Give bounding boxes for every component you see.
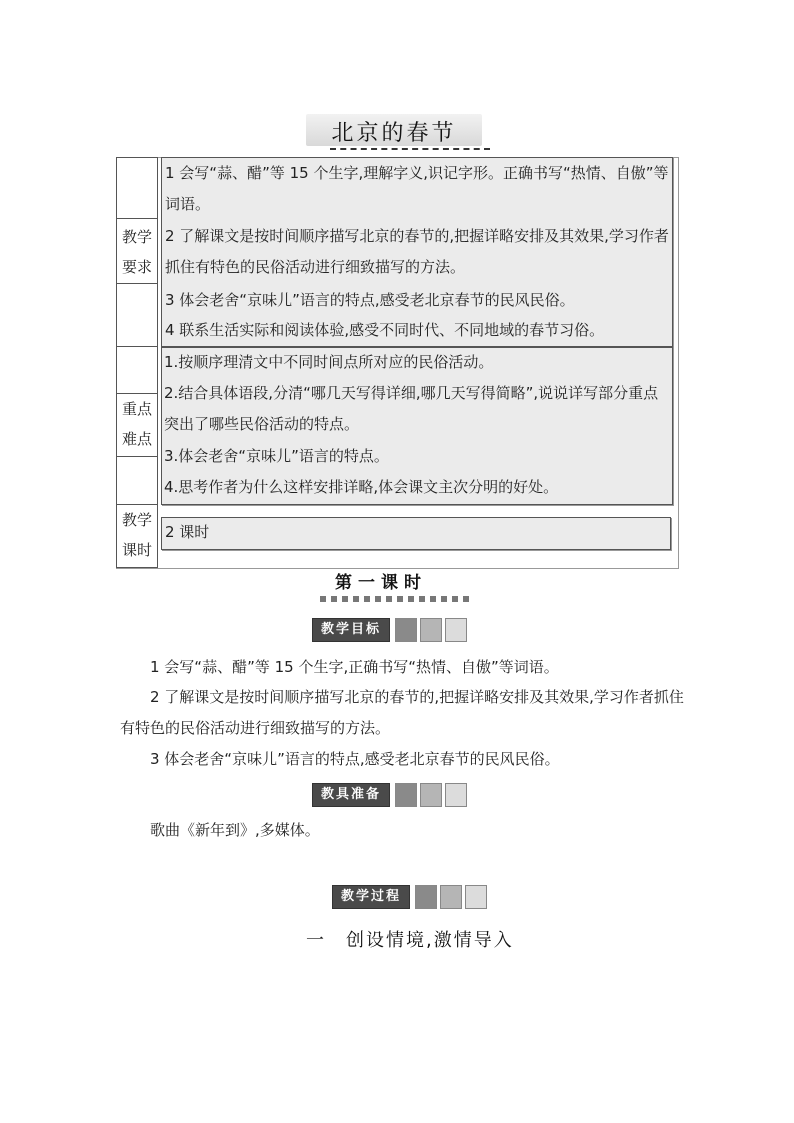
tag-square-light: [445, 618, 467, 642]
keypoints-item-2: 2.结合具体语段,分清“哪几天写得详细,哪几天写得简略”,说说详写部分重点突出了哪些民俗活动的特点。: [164, 384, 659, 433]
lesson-title: 第一课时: [335, 573, 427, 593]
tag-objectives: [312, 618, 467, 642]
label-cell-goals-top: [116, 157, 158, 219]
tag-tools: [312, 783, 467, 807]
goals-item-2: 2 了解课文是按时间顺序描写北京的春节的,把握详略安排及其效果,学习作者抓住有特色的民俗活动进行细致描写的方法。: [165, 227, 669, 276]
tag-square-dark: [415, 885, 437, 909]
hours-label-line2: 课时: [121, 541, 152, 559]
keypoints-item-4: 4.思考作者为什么这样安排详略,体会课文主次分明的好处。: [164, 478, 559, 496]
objective-1: 1 会写“蒜、醋”等 15 个生字,正确书写“热情、自傲”等词语。: [150, 658, 559, 676]
label-cell-keypoints-bottom: [116, 456, 158, 506]
keypoints-item-3: 3.体会老舍“京味儿”语言的特点。: [164, 447, 389, 465]
tag-square-mid: [420, 618, 442, 642]
tag-square-dark: [395, 618, 417, 642]
keypoints-label-line2: 难点: [121, 430, 152, 448]
tag-square-mid: [420, 783, 442, 807]
page-title-block: [306, 110, 486, 150]
tag-tools-label: 教具准备: [312, 783, 390, 807]
label-cell-keypoints-top: [116, 346, 158, 394]
tag-square-mid: [440, 885, 462, 909]
tag-objectives-label: 教学目标: [312, 618, 390, 642]
keypoints-item-1: 1.按顺序理清文中不同时间点所对应的民俗活动。: [164, 353, 494, 371]
tools-text: 歌曲《新年到》,多媒体。: [150, 821, 320, 839]
lesson-dots-decoration: [320, 596, 469, 602]
goals-label-line1: 教学: [121, 228, 152, 246]
goals-item-1: 1 会写“蒜、醋”等 15 个生字,理解字义,识记字形。正确书写“热情、自傲”等词语。: [165, 164, 669, 213]
hours-value: 2 课时: [165, 523, 210, 541]
tag-square-light: [445, 783, 467, 807]
objective-2: 2 了解课文是按时间顺序描写北京的春节的,把握详略安排及其效果,学习作者抓住有特色的民俗活动进行细致描写的方法。: [120, 688, 684, 737]
step-1-heading: 一 创设情境,激情导入: [306, 930, 514, 951]
keypoints-label-line1: 重点: [121, 400, 152, 418]
lesson-heading: [316, 566, 476, 606]
goals-item-4: 4 联系生活实际和阅读体验,感受不同时代、不同地域的春节习俗。: [165, 321, 605, 339]
objective-3: 3 体会老舍“京味儿”语言的特点,感受老北京春节的民风民俗。: [150, 750, 560, 768]
tag-square-light: [465, 885, 487, 909]
hours-label-line1: 教学: [121, 511, 152, 529]
goals-item-3: 3 体会老舍“京味儿”语言的特点,感受老北京春节的民风民俗。: [165, 291, 575, 309]
goals-label-line2: 要求: [121, 258, 152, 276]
label-cell-goals-bottom: [116, 283, 158, 347]
page-title: 北京的春节: [331, 121, 457, 146]
title-underline: [330, 148, 490, 150]
tag-process: [332, 885, 487, 909]
tag-square-dark: [395, 783, 417, 807]
tag-process-label: 教学过程: [332, 885, 410, 909]
